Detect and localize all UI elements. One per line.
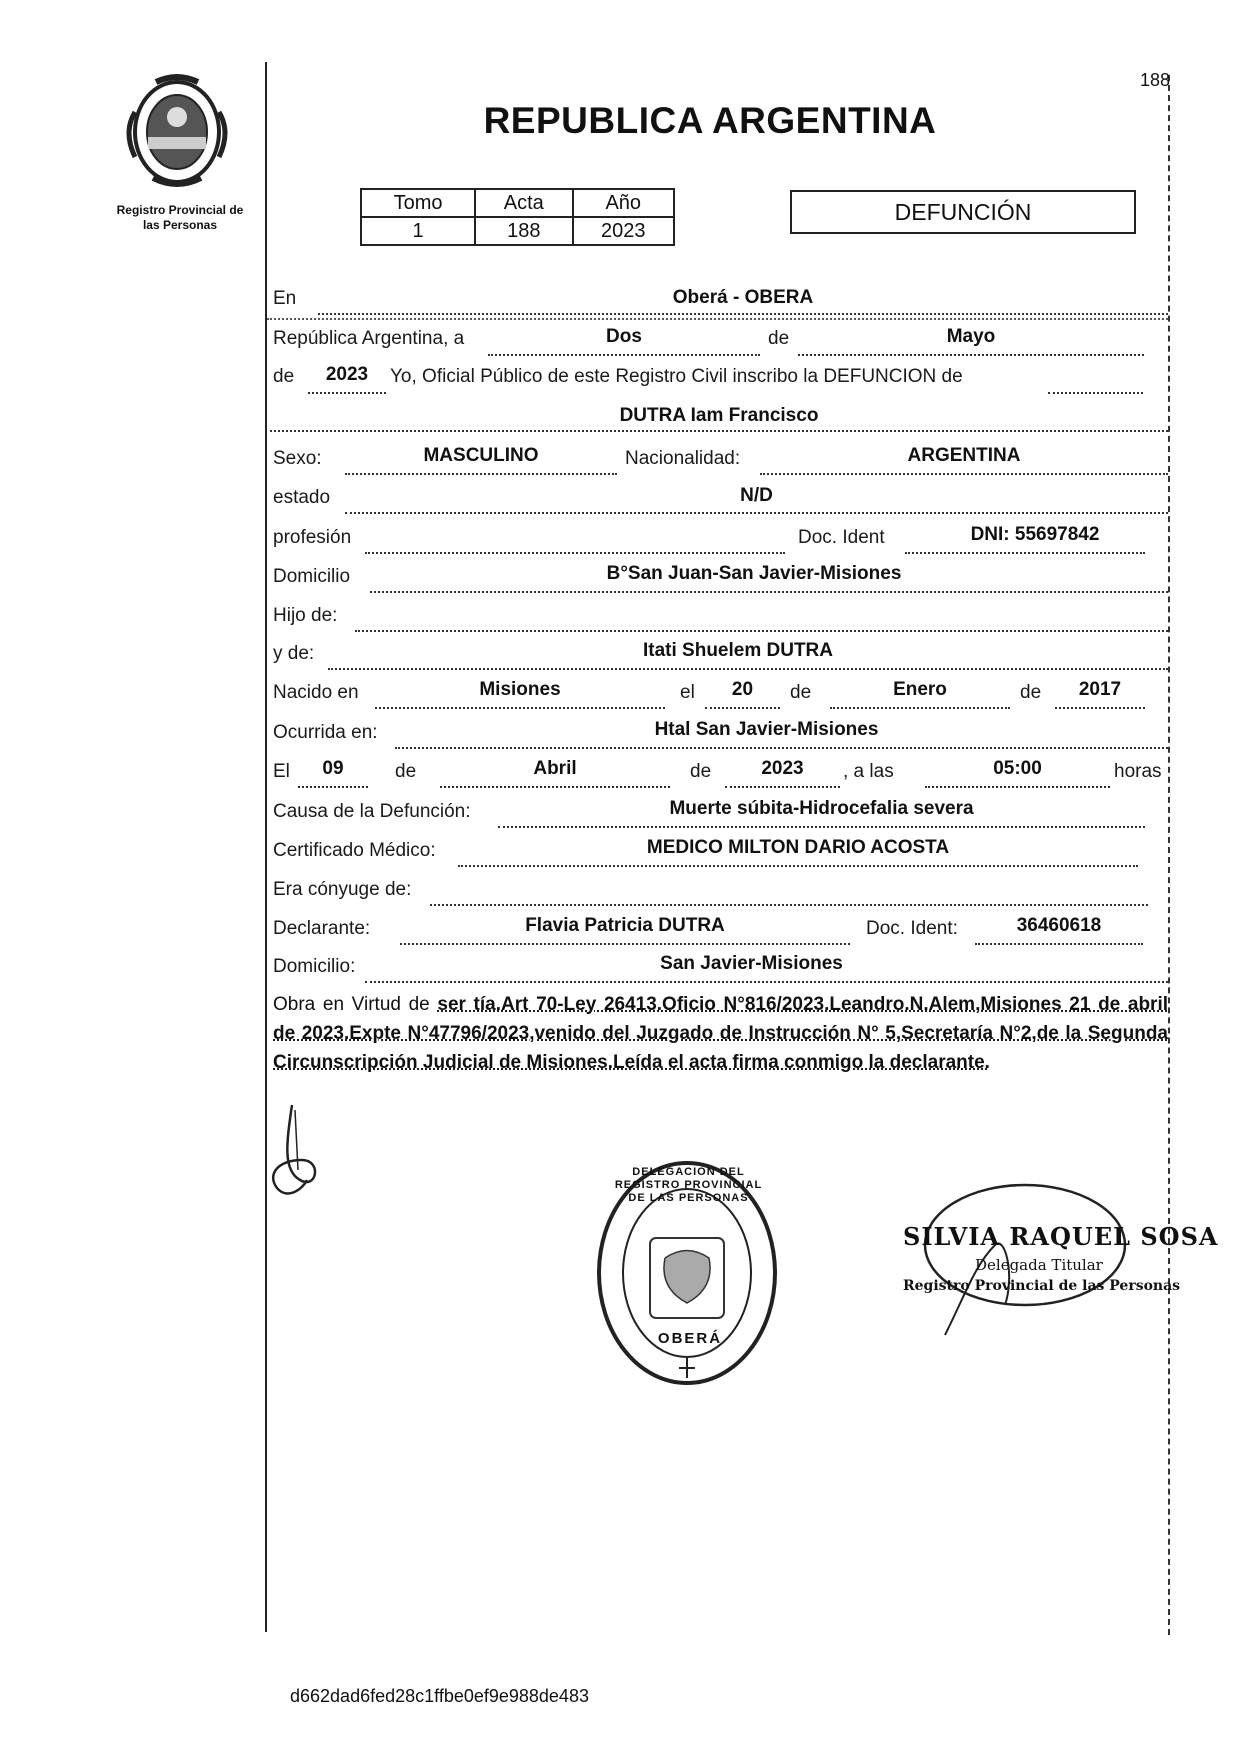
acta-header: Acta xyxy=(475,189,572,217)
domicilio-label: Domicilio xyxy=(273,566,351,587)
def-dia-line xyxy=(298,786,368,788)
def-hora-line xyxy=(925,786,1110,788)
page-title: REPUBLICA ARGENTINA xyxy=(483,100,937,141)
declarant-signature xyxy=(262,1100,342,1210)
nac-mes-line xyxy=(830,707,1010,709)
nac-dia-value: 20 xyxy=(731,679,754,700)
anio-line xyxy=(308,392,386,394)
profesion-line xyxy=(365,552,785,554)
row-divider xyxy=(267,318,1168,320)
nacido-value: Misiones xyxy=(479,679,561,700)
dia-value: Dos xyxy=(606,326,642,347)
def-mes-value: Abril xyxy=(533,758,577,779)
conyuge-line xyxy=(430,904,1148,906)
el-label: el xyxy=(680,682,695,703)
seal-city: OBERÁ xyxy=(657,1330,723,1347)
nac-dia-line xyxy=(705,707,780,709)
nac-anio-value: 2017 xyxy=(1078,679,1122,700)
yde-line xyxy=(328,668,1168,670)
acta-value: 188 xyxy=(475,217,572,245)
hijo-label: Hijo de: xyxy=(273,605,338,626)
doc-line xyxy=(905,552,1145,554)
decl-doc-label: Doc. Ident: xyxy=(866,918,958,939)
decl-doc-value: 36460618 xyxy=(1016,915,1102,936)
def-hora-value: 05:00 xyxy=(993,758,1042,779)
yo-text: Yo, Oficial Público de este Registro Civil inscribo la DEFUNCION de xyxy=(390,366,963,387)
acta-table xyxy=(360,188,675,246)
domicilio-line xyxy=(370,591,1168,593)
certificado-label: Certificado Médico: xyxy=(273,840,436,861)
horas-label: horas xyxy=(1114,761,1162,782)
doc-label: Doc. Ident xyxy=(798,527,885,548)
def-anio-value: 2023 xyxy=(761,758,804,779)
act-type-box: DEFUNCIÓN xyxy=(790,190,1136,234)
estado-label: estado xyxy=(273,487,331,508)
de-label: de xyxy=(768,328,790,349)
causa-label: Causa de la Defunción: xyxy=(273,801,471,822)
nacido-label: Nacido en xyxy=(273,682,359,703)
en-line xyxy=(318,313,1168,315)
footer-hash: d662dad6fed28c1ffbe0ef9e988de483 xyxy=(290,1686,589,1706)
registry-name: Registro Provincial de las Personas xyxy=(116,203,244,232)
profesion-label: profesión xyxy=(273,527,352,548)
domicilio2-line xyxy=(365,981,1168,983)
yde-label: y de: xyxy=(273,643,315,664)
official-institution: Registro Provincial de las Personas xyxy=(903,1278,1181,1294)
ocurrida-line xyxy=(395,747,1168,749)
right-margin-line xyxy=(1168,75,1170,1635)
republica-label: República Argentina, a xyxy=(273,328,465,349)
yo-line xyxy=(1048,392,1143,394)
causa-line xyxy=(498,826,1145,828)
province-logo xyxy=(118,72,236,192)
ocurrida-label: Ocurrida en: xyxy=(273,722,378,743)
de2-label: de xyxy=(273,366,295,387)
def-de2-label: de xyxy=(690,761,712,782)
sexo-value: MASCULINO xyxy=(423,445,539,466)
obra-text: ser tía.Art 70-Ley 26413.Oficio N°816/2023.Leandro.N.Alem,Misiones 21 de abril de 2023.Expte N°47796/2023,venido del Juzgado de Instrucción N° 5,Secretaría N°2,de la Segunda Circunscripción Judicial de Misiones.Leída el acta firma conmigo la declarante. xyxy=(273,994,1169,1073)
nac-anio-line xyxy=(1055,707,1145,709)
sexo-line xyxy=(345,473,617,475)
ocurrida-value: Htal San Javier-Misiones xyxy=(654,719,879,740)
tomo-header: Tomo xyxy=(361,189,475,217)
nac-mes-value: Enero xyxy=(893,679,947,700)
el2-label: El xyxy=(273,761,290,782)
nac-de1-label: de xyxy=(790,682,812,703)
certificado-line xyxy=(458,865,1138,867)
def-de1-label: de xyxy=(395,761,417,782)
obra-paragraph xyxy=(273,990,1168,1077)
official-role: Delegada Titular xyxy=(975,1256,1103,1274)
hijo-line xyxy=(355,630,1168,632)
sexo-label: Sexo: xyxy=(273,448,322,469)
def-mes-line xyxy=(440,786,670,788)
official-name: SILVIA RAQUEL SOSA xyxy=(903,1222,1219,1251)
domicilio-value: B°San Juan-San Javier-Misiones xyxy=(606,563,902,584)
nacionalidad-line xyxy=(760,473,1168,475)
dia-line xyxy=(488,354,760,356)
mes-value: Mayo xyxy=(946,326,996,347)
nacionalidad-value: ARGENTINA xyxy=(907,445,1021,466)
nacionalidad-label: Nacionalidad: xyxy=(625,448,741,469)
nombre-line xyxy=(270,430,1168,432)
left-margin-line xyxy=(265,62,267,1632)
declarante-value: Flavia Patricia DUTRA xyxy=(525,915,725,936)
declarante-label: Declarante: xyxy=(273,918,371,939)
nacido-line xyxy=(375,707,665,709)
doc-value: DNI: 55697842 xyxy=(970,524,1100,545)
mother-name: Itati Shuelem DUTRA xyxy=(642,640,834,661)
tomo-value: 1 xyxy=(361,217,475,245)
conyuge-label: Era cónyuge de: xyxy=(273,879,412,900)
en-value: Oberá - OBERA xyxy=(672,287,814,308)
alas-label: , a las xyxy=(843,761,894,782)
anio-header: Año xyxy=(573,189,674,217)
certificado-value: MEDICO MILTON DARIO ACOSTA xyxy=(646,837,950,858)
mes-line xyxy=(798,354,1144,356)
deceased-name: DUTRA Iam Francisco xyxy=(619,405,819,426)
en-label: En xyxy=(273,288,297,309)
def-anio-line xyxy=(725,786,840,788)
domicilio2-label: Domicilio: xyxy=(273,956,356,977)
decl-doc-line xyxy=(975,943,1143,945)
anio-value: 2023 xyxy=(573,217,674,245)
estado-value: N/D xyxy=(740,485,773,506)
seal-ring-text: DELEGACION DEL REGISTRO PROVINCIAL DE LAS PERSONAS xyxy=(614,1166,763,1204)
page-number: 188 xyxy=(1140,70,1171,90)
declarante-line xyxy=(400,943,850,945)
obra-label: Obra en Virtud de xyxy=(273,994,430,1015)
estado-line xyxy=(345,512,1168,514)
domicilio2-value: San Javier-Misiones xyxy=(660,953,843,974)
def-dia-value: 09 xyxy=(322,758,344,779)
causa-value: Muerte súbita-Hidrocefalia severa xyxy=(669,798,974,819)
anio-value: 2023 xyxy=(325,364,369,385)
nac-de2-label: de xyxy=(1020,682,1042,703)
